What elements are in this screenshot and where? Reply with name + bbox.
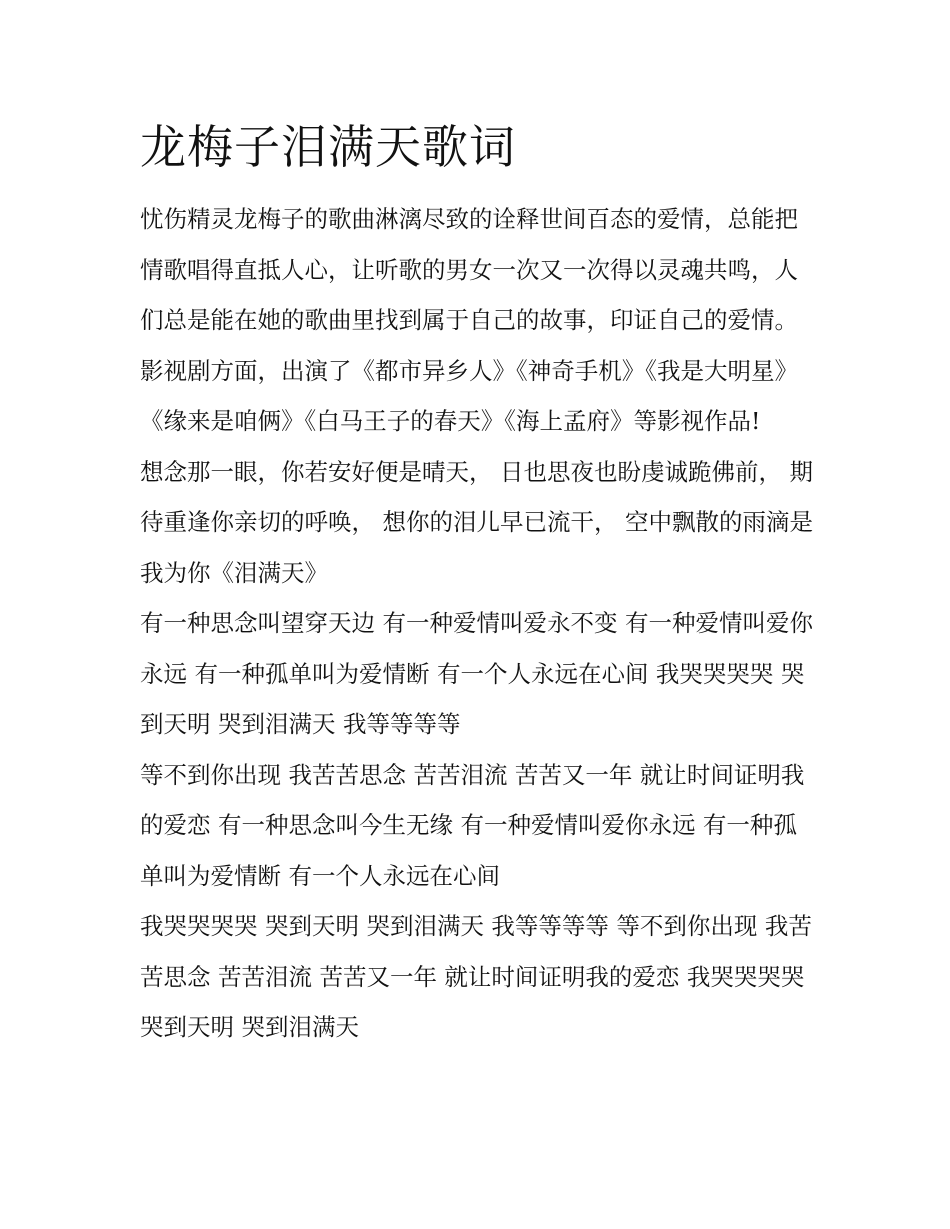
lyrics-paragraph-1: 想念那一眼，你若安好便是晴天， 日也思夜也盼虔诚跪佛前， 期待重逢你亲切的呼唤， 想你的泪儿早已流干， 空中飘散的雨滴是我为你《泪满天》: [140, 457, 813, 587]
lyrics-paragraph-4: 我哭哭哭哭 哭到天明 哭到泪满天 我等等等等 等不到你出现 我苦苦思念 苦苦泪流 苦苦又一年 就让时间证明我的爱恋 我哭哭哭哭 哭到天明 哭到泪满天: [140, 912, 812, 1041]
intro-paragraph: 忧伤精灵龙梅子的歌曲淋漓尽致的诠释世间百态的爱情，总能把情歌唱得直抵人心，让听歌的男女一次又一次得以灵魂共鸣，人们总是能在她的歌曲里找到属于自己的故事，印证自己的爱情。影视剧方面，出演了《都市异乡人》《神奇手机》《我是大明星》《缘来是咱俩》《白马王子的春天》《海上孟府》等影视作品!: [140, 205, 798, 435]
lyrics-paragraph-2: 有一种思念叫望穿天边 有一种爱情叫爱永不变 有一种爱情叫爱你永远 有一种孤单叫为爱情断 有一个人永远在心间 我哭哭哭哭 哭到天明 哭到泪满天 我等等等等: [140, 609, 813, 738]
page-title: 龙梅子泪满天歌词: [140, 120, 516, 174]
document-page: [140, 112, 816, 1053]
lyrics-paragraph-3: 等不到你出现 我苦苦思念 苦苦泪流 苦苦又一年 就让时间证明我的爱恋 有一种思念叫今生无缘 有一种爱情叫爱你永远 有一种孤单叫为爱情断 有一个人永远在心间: [140, 760, 805, 890]
